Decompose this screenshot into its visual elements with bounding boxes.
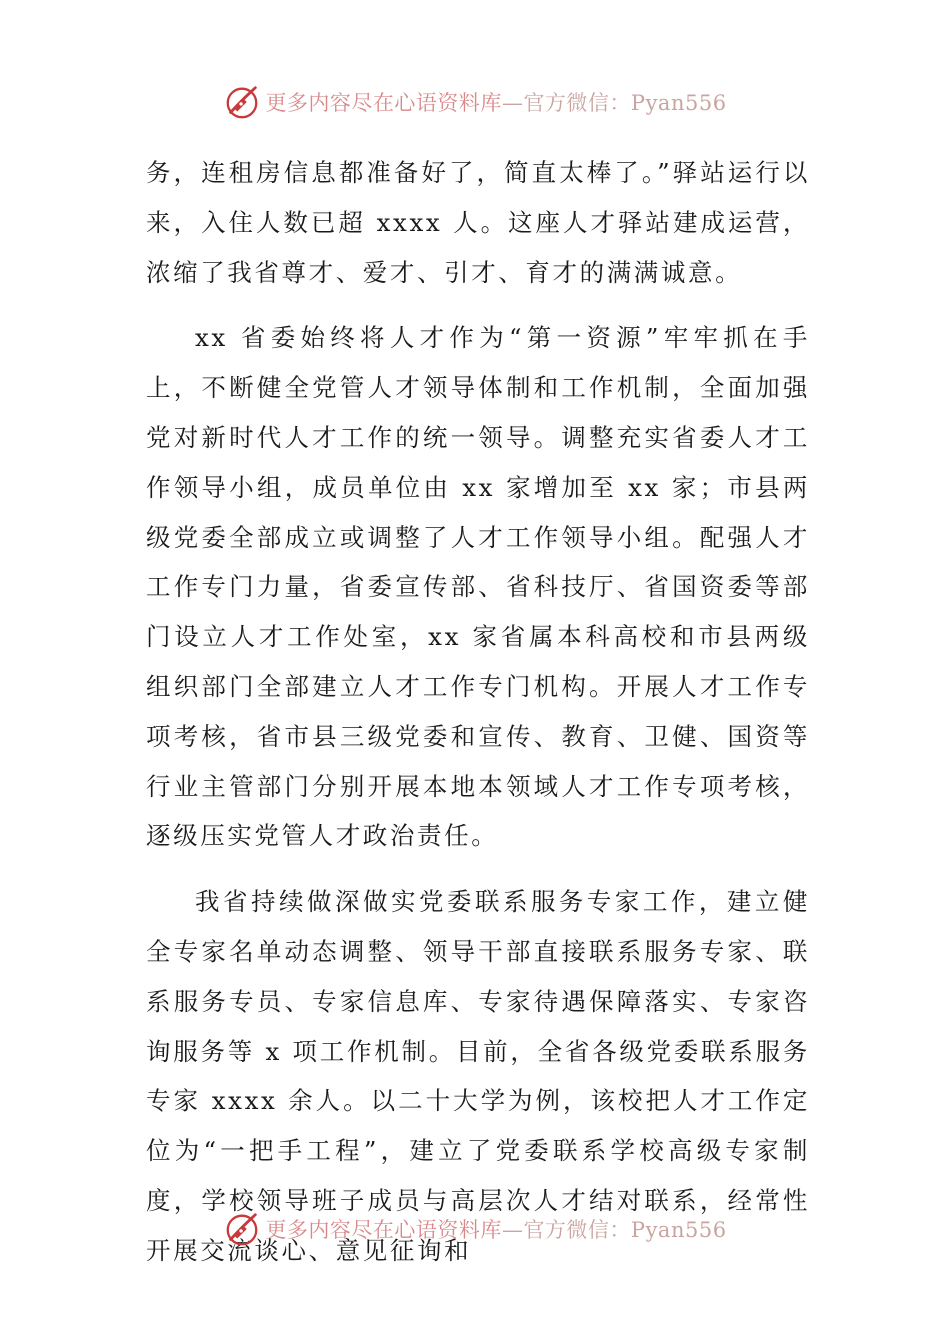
pen-nib-circle-icon	[223, 1210, 261, 1248]
footer-banner	[0, 1207, 950, 1251]
header-banner	[0, 80, 950, 124]
paragraph-1: 务，连租房信息都准备好了，简直太棒了。”驿站运行以来，入住人数已超 xxxx 人。这座人才驿站建成运营，浓缩了我省尊才、爱才、引才、育才的满满诚意。	[146, 158, 810, 287]
banner-wechat-text: —官方微信：Pyan556	[501, 1218, 727, 1242]
pen-nib-circle-icon	[223, 83, 261, 121]
paragraph-2: xx 省委始终将人才作为“第一资源”牢牢抓在手上，不断健全党管人才领导体制和工作机制，全面加强党对新时代人才工作的统一领导。调整充实省委人才工作领导小组，成员单位由 xx 家增加至 xx 家；市县两级党委全部成立或调整了人才工作领导小组。配强人才工作专门力量，省委宣传部、省科技厅、省国资委等部门设立人才工作处室，xx 家省属本科高校和市县两级组织部门全部建立人才工作专门机构。开展人才工作专项考核，省市县三级党委和宣传、教育、卫健、国资等行业主管部门分别开展本地本领域人才工作专项考核，逐级压实党管人才政治责任。	[146, 323, 810, 851]
banner-brand-text: 更多内容尽在心语资料库	[265, 1218, 502, 1242]
paragraph-3: 我省持续做深做实党委联系服务专家工作，建立健全专家名单动态调整、领导干部直接联系服务专家、联系服务专员、专家信息库、专家待遇保障落实、专家咨询服务等 x 项工作机制。目前，全省各级党委联系服务专家 xxxx 余人。以二十大学为例，该校把人才工作定位为“一把手工程”，建立了党委联系学校高级专家制度，学校领导班子成员与高层次人才结对联系，经常性开展交流谈心、意见征询和	[146, 887, 810, 1265]
document-body	[146, 148, 810, 1276]
banner-wechat-text: —官方微信：Pyan556	[501, 91, 727, 115]
banner-text	[265, 87, 726, 117]
banner-brand-text: 更多内容尽在心语资料库	[265, 91, 502, 115]
banner-text	[265, 1214, 726, 1244]
